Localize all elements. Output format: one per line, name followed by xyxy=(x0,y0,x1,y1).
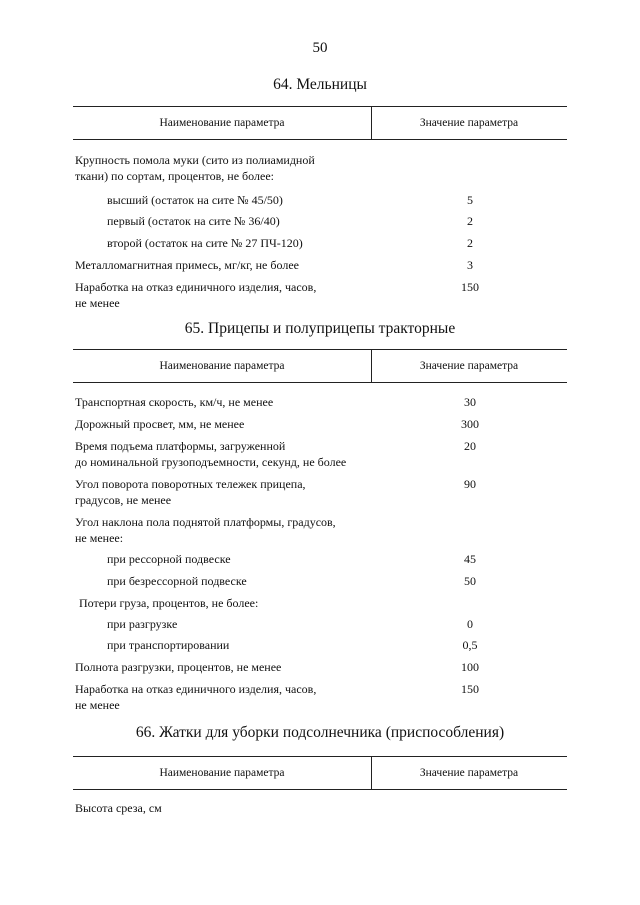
row-label xyxy=(75,514,336,546)
section-title-mills: 64. Мельницы xyxy=(273,76,367,93)
column-header-value: Значение параметра xyxy=(419,767,519,779)
table-header xyxy=(73,756,567,790)
column-header-name: Наименование параметра xyxy=(73,757,372,789)
row-label: Дорожный просвет, мм, не менее xyxy=(75,417,245,431)
row-label-line: не менее xyxy=(75,296,120,310)
section-title-trailers: 65. Прицепы и полуприцепы тракторные xyxy=(184,320,456,337)
row-label-line: Угол наклона пола поднятой платформы, градусов, xyxy=(75,515,336,529)
row-value: 0,5 xyxy=(462,638,478,652)
row-label: Полнота разгрузки, процентов, не менее xyxy=(75,660,282,674)
row-label: первый (остаток на сите № 36/40) xyxy=(107,214,280,228)
row-label: второй (остаток на сите № 27 ПЧ-120) xyxy=(107,236,303,250)
row-label-line: не менее xyxy=(75,698,120,712)
row-label-line: до номинальной грузоподъемности, секунд, не более xyxy=(75,455,347,469)
row-label: при транспортировании xyxy=(107,638,230,652)
row-label: при разгрузке xyxy=(107,617,178,631)
row-label: Металломагнитная примесь, мг/кг, не более xyxy=(75,258,299,272)
table-header xyxy=(73,349,567,383)
row-value: 2 xyxy=(467,236,473,250)
row-label-line: градусов, не менее xyxy=(75,493,172,507)
row-label xyxy=(75,681,316,713)
row-value: 150 xyxy=(461,682,479,696)
row-value: 20 xyxy=(464,439,476,453)
row-label-line: ткани) по сортам, процентов, не более: xyxy=(75,169,274,183)
row-label-line: Наработка на отказ единичного изделия, часов, xyxy=(75,280,317,294)
row-label-line: Крупность помола муки (сито из полиамидной xyxy=(75,153,315,167)
row-label xyxy=(75,279,316,311)
page-number: 50 xyxy=(312,40,328,56)
row-value: 90 xyxy=(464,477,476,491)
row-label: Высота среза, см xyxy=(75,801,162,815)
row-label-line: Наработка на отказ единичного изделия, часов, xyxy=(75,682,317,696)
table-header xyxy=(73,106,567,140)
row-value: 5 xyxy=(467,193,473,207)
row-label: высший (остаток на сите № 45/50) xyxy=(107,193,283,207)
row-label: при рессорной подвеске xyxy=(107,552,231,566)
row-value: 3 xyxy=(467,258,473,272)
row-value: 150 xyxy=(461,280,479,294)
row-label-line: Угол поворота поворотных тележек прицепа, xyxy=(75,477,306,491)
row-label: при безрессорной подвеске xyxy=(107,574,247,588)
section-title-sunflower-headers: 66. Жатки для уборки подсолнечника (приспособления) xyxy=(135,724,505,741)
row-value: 100 xyxy=(461,660,479,674)
row-label-line: не менее: xyxy=(75,531,124,545)
row-value: 0 xyxy=(467,617,473,631)
column-header-name: Наименование параметра xyxy=(73,350,372,382)
column-header-value: Значение параметра xyxy=(419,360,519,372)
row-label xyxy=(75,152,315,184)
row-value: 300 xyxy=(461,417,479,431)
column-header-value: Значение параметра xyxy=(419,117,519,129)
column-header-name: Наименование параметра xyxy=(73,107,372,139)
row-value: 30 xyxy=(464,395,476,409)
row-label xyxy=(75,438,346,470)
row-label-line: Время подъема платформы, загруженной xyxy=(75,439,286,453)
row-label xyxy=(75,476,306,508)
row-label: Потери груза, процентов, не более: xyxy=(79,596,259,610)
row-value: 45 xyxy=(464,552,476,566)
row-value: 50 xyxy=(464,574,476,588)
row-label: Транспортная скорость, км/ч, не менее xyxy=(75,395,274,409)
row-value: 2 xyxy=(467,214,473,228)
